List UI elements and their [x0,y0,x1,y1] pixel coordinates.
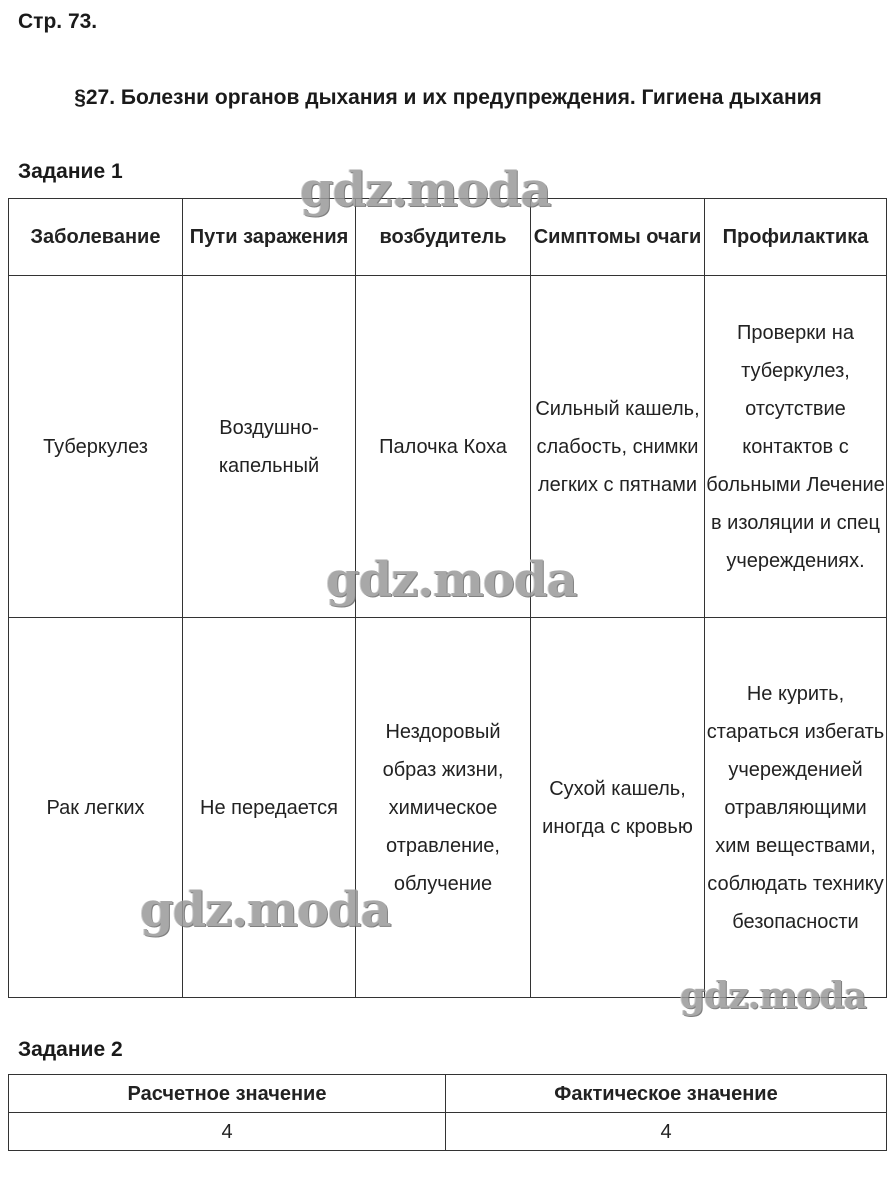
cell-transmission: Не передается [183,618,356,998]
task2-label: Задание 2 [18,1038,123,1061]
cell-symptoms: Сухой кашель, иногда с кровью [531,618,705,998]
header-disease: Заболевание [9,199,183,276]
cell-pathogen: Палочка Коха [356,276,531,618]
page-number: Стр. 73. [18,10,98,33]
watermark: gdz.moda [140,882,391,938]
cell-pathogen: Нездоровый образ жизни, химическое отравление, облучение [356,618,531,998]
cell-transmission: Воздушно-капельный [183,276,356,618]
cell-prevention: Не курить, стараться избегать учережденией отравляющими хим веществами, соблюдать технику безопасности [705,618,887,998]
table-header-row [9,1075,887,1113]
values-table [8,1074,887,1151]
header-prevention: Профилактика [705,199,887,276]
table-row [9,618,887,998]
cell-disease: Рак легких [9,618,183,998]
table-header-row [9,199,887,276]
header-symptoms: Симптомы очаги [531,199,705,276]
watermark: gdz.moda [300,162,551,218]
cell-prevention: Проверки на туберкулез, отсутствие контактов с больными Лечение в изоляции и спец учереждениях. [705,276,887,618]
header-pathogen: возбудитель [356,199,531,276]
section-heading: §27. Болезни органов дыхания и их предупреждения. Гигиена дыхания [74,86,822,109]
table-row [9,1113,887,1151]
cell-calculated: 4 [9,1113,446,1151]
task1-label: Задание 1 [18,160,123,183]
cell-symptoms: Сильный кашель, слабость, снимки легких с пятнами [531,276,705,618]
header-actual: Фактическое значение [446,1075,887,1113]
header-transmission: Пути заражения [183,199,356,276]
watermark: gdz.moda [326,552,577,608]
diseases-table [8,198,887,998]
watermark: gdz.moda [680,975,866,1017]
table-row [9,276,887,618]
cell-actual: 4 [446,1113,887,1151]
cell-disease: Туберкулез [9,276,183,618]
header-calculated: Расчетное значение [9,1075,446,1113]
